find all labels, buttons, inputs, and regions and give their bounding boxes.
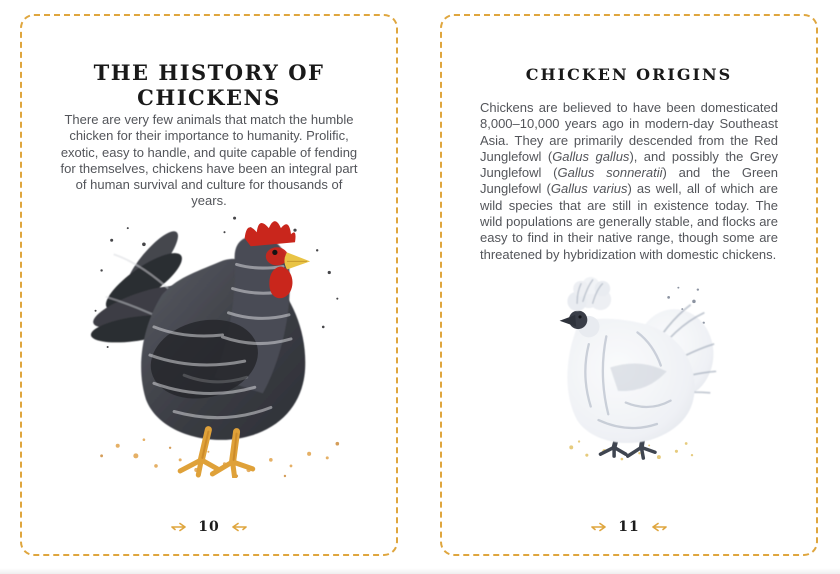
hen-eye [272,250,277,255]
paragraph-segment: ) and the Green Junglefowl ( [480,165,778,197]
arrow-right-icon [591,522,609,532]
silkie-eye [578,315,581,318]
left-page-paragraph: There are very few animals that match the humble chicken for their importance to humanity. Prolific, exotic, easy to handle, and quite capable of fending for themselves, chickens have been an integral part of human survival and culture for thousands of years. [60,112,358,209]
silkie-chicken-illustration [544,276,729,461]
paragraph-segment: Chickens are believed to have been domesticated 8,000–10,000 years ago in modern-day Southeast Asia. They are primarily descended from the Red Junglefowl ( [480,100,778,164]
arrow-left-icon [649,522,667,532]
page-number: 10 [198,519,220,535]
paragraph-segment: ), and possibly the Grey Junglefowl ( [480,148,778,181]
right-page-number-row [442,518,816,536]
left-page [20,14,398,556]
ground-speckles [569,440,693,460]
right-page-paragraph [442,100,816,263]
left-page-title: THE HISTORY OF CHICKENS [93,60,325,110]
right-page [440,14,818,556]
arrow-right-icon [171,522,189,532]
silkie-beak [560,315,577,327]
right-page-title: CHICKEN ORIGINS [525,65,733,84]
latin-name: Gallus gallus [552,148,630,164]
left-page-number-row [22,518,396,536]
barred-hen-illustration [77,206,372,478]
hen-comb [245,221,296,246]
arrow-left-icon [229,522,247,532]
page-number: 11 [618,519,640,535]
paragraph-segment: ) as well, all of which are wild species that are still in existence today. The wild populations are generally stable, and flocks are easy to find in their native range, though some are threatened by hybridization with domestic chickens. [480,181,778,262]
silkie-crest [567,277,611,311]
latin-name: Gallus sonneratii [557,165,663,181]
latin-name: Gallus varius [550,181,628,197]
